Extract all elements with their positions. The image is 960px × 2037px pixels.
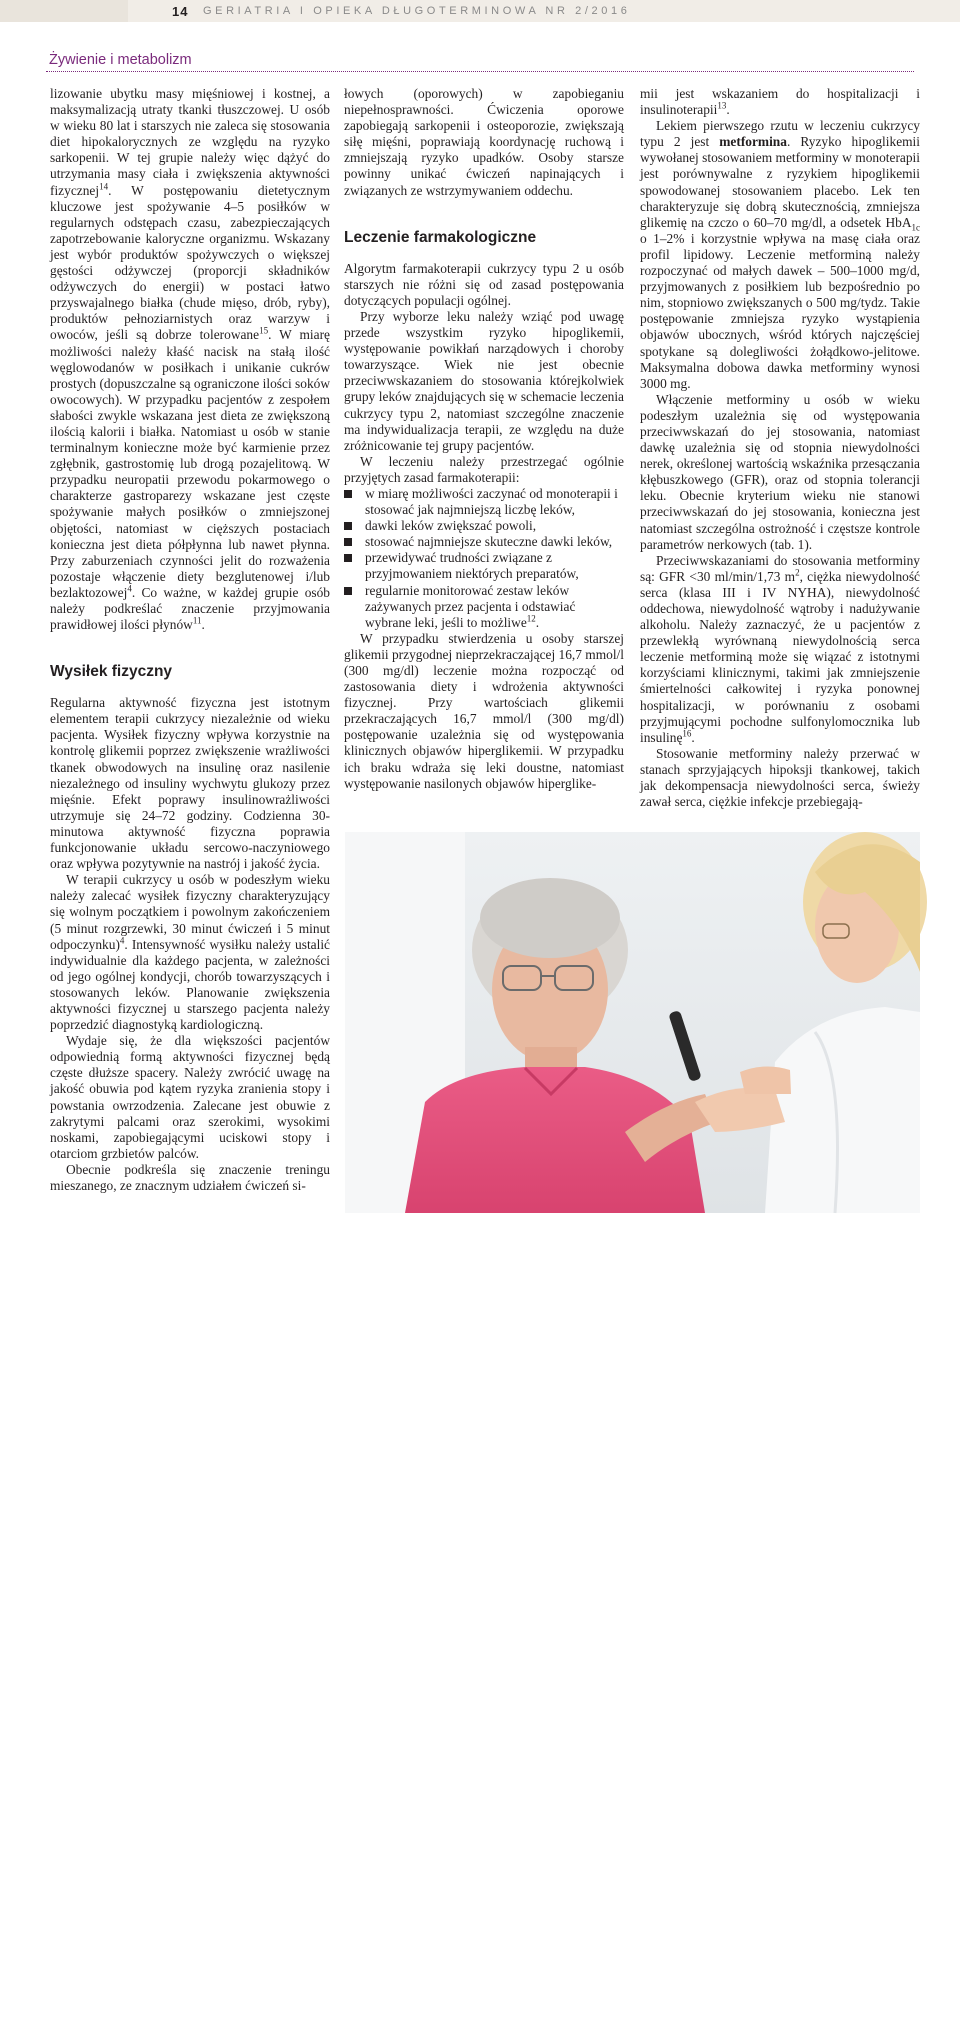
list-item: przewidywać trudności związane z przyjmowaniem niektórych preparatów,	[344, 550, 624, 582]
paragraph: W leczeniu należy przestrzegać ogólnie przyjętych zasad farmakoterapii:	[344, 453, 624, 485]
journal-title: GERIATRIA I OPIEKA DŁUGOTERMINOWA NR 2/2016	[203, 5, 631, 17]
paragraph: Wydaje się, że dla większości pacjentów odpowiednią formą aktywności fizycznej będą częste dłuższe spacery. Należy zwrócić uwagę na jakość obuwia pod kątem ryzyka zranienia stopy i powstania owrzodzenia. Zalecane jest obuwie z zakrytymi palcami oraz szerokimi, wysokimi noskami, zapobiegającymi uciskowi stopy i otarciom grzbietów palców.	[50, 1033, 330, 1161]
page-number: 14	[172, 4, 189, 19]
list-item: dawki leków zwiększać powoli,	[344, 518, 624, 534]
section-divider	[46, 71, 914, 72]
paragraph: W przypadku stwierdzenia u osoby starszej glikemii przygodnej nieprzekraczającej 16,7 mmol/l (300 mg/dl) leczenie można rozpocząć od zastosowania diety i wdrożenia aktywności fizycznej. Przy wartościach glikemii przekraczających 16,7 mmol/l (300 mg/dl) postępowanie uzależnia się od występowania klinicznych objawów hiperglikemii. W przypadku ich braku wdraża się leki doustne, natomiast występowanie nasilonych objawów hiperglike-	[344, 630, 624, 791]
paragraph: Regularna aktywność fizyczna jest istotnym elementem terapii cukrzycy niezależnie od wieku pacjenta. Wysiłek fizyczny wpływa korzystnie na kontrolę glikemii poprzez zwiększenie wrażliwości tkanek obwodowych na insulinę oraz nasilenie niezależnego od insuliny wychwytu glukozy przez mięśnie. Efekt poprawy insulinowrażliwości utrzymuje się 24–72 godziny. Codzienna 30-minutowa aktywność fizyczna poprawia funkcjonowanie układu sercowo-naczyniowego oraz wpływa pozytywnie na nastrój i jakość życia.	[50, 695, 330, 872]
column-2	[344, 86, 624, 792]
header-band-left	[0, 0, 128, 22]
paragraph: mii jest wskazaniem do hospitalizacji i insulinoterapii$^{13}$.	[640, 86, 920, 118]
list-item: stosować najmniejsze skuteczne dawki leków,	[344, 534, 624, 550]
section-title: Żywienie i metabolizm	[49, 52, 192, 68]
paragraph: Przeciwwskazaniami do stosowania metforminy są: GFR <30 ml/min/1,73 $m^2$, ciężka niewydolność serca (klasa III i IV NYHA), niewydolność oddechowa, niewydolność wątroby i nadużywanie alkoholu. Należy zaznaczyć, że u pacjentów z przewlekłą wyrównaną niewydolnością serca leczenie metforminą może się wiązać z istotnymi korzyściami klinicznymi, takimi jak zmniejszenie śmiertelności całkowitej i ryzyka ponownej hospitalizacji, w porównaniu z osobami przyjmującymi pochodne sulfonylomocznika lub insulinę$^{16}$.	[640, 552, 920, 745]
bullet-list	[344, 486, 624, 631]
paragraph: Włączenie metforminy u osób w wieku podeszłym uzależnia się od występowania przeciwwskazań do jej stosowania, natomiast dawkę uzależnia się od stopnia niewydolności nerek, określonej wartością wskaźnika przesączania kłębuszkowego (GFR), oraz od stopnia tolerancji leku. Obecnie kryterium wieku nie stanowi przeciwwskazań do jej stosowania, konieczna jest natomiast szczególna ostrożność i częstsze kontrole parametrów nerkowych (tab. 1).	[640, 391, 920, 552]
paragraph: Obecnie podkreśla się znaczenie treningu mieszanego, ze znacznym udziałem ćwiczeń si-	[50, 1161, 330, 1193]
list-item: w miarę możliwości zaczynać od monoterapii i stosować jak najmniejszą liczbę leków,	[344, 486, 624, 518]
paragraph: Stosowanie metforminy należy przerwać w stanach sprzyjających hipoksji tkankowej, takich jak dekompensacja niewydolności serca, świeży zawał serca, ciężkie infekcje przebiegają-	[640, 745, 920, 810]
paragraph: Lekiem pierwszego rzutu w leczeniu cukrzycy typu 2 jest metformina. Ryzyko hipoglikemii wywołanej stosowaniem metforminy w monoterapii jest porównywalne z ryzykiem hipoglikemii spowodowanej stosowaniem placebo. Lek ten charakteryzuje się dobrą skutecznością, zmniejsza glikemię na czczo o 60–70 mg/dl, a odsetek HbA$_{1c}$ o 1–2% i korzystnie wpływa na masę ciała oraz profil lipidowy. Leczenie metforminą należy rozpoczynać od małych dawek – 500–1000 mg/d, przyjmowanych z posiłkiem lub bezpośrednio po nim, stopniowo zwiększanych o 500 mg/tydz. Takie postępowanie zmniejsza ryzyko wystąpienia objawów ubocznych, wśród których najczęściej spotykane są dolegliwości żołądkowo-jelitowe. Maksymalna dobowa dawka metforminy wynosi 3000 mg.	[640, 118, 920, 391]
heading-pharmacological-treatment: Leczenie farmakologiczne	[344, 228, 537, 246]
column-3	[640, 86, 920, 810]
running-header	[0, 0, 960, 24]
photo-credit: © BakiBG, istock.com	[696, 2028, 774, 2037]
heading-physical-activity: Wysiłek fizyczny	[50, 663, 173, 681]
paragraph: Przy wyborze leku należy wziąć pod uwagę przede wszystkim ryzyko hipoglikemii, występowanie powikłań narządowych i choroby towarzyszące. Wiek nie jest obecnie przeciwwskazaniem do stosowania którejkolwiek grupy leków znajdujących się w schemacie leczenia cukrzycy typu 2, natomiast szczególne znaczenie ma indywidualizacja terapii, ze względu na duże zróżnicowanie tej grupy pacjentów.	[344, 308, 624, 453]
paragraph: Algorytm farmakoterapii cukrzycy typu 2 u osób starszych nie różni się od zasad postępowania dotyczących populacji ogólnej.	[344, 260, 624, 308]
list-item: regularnie monitorować zestaw leków zażywanych przez pacjenta i odstawiać wybrane leki, jeśli to możliwe$^{12}$.	[344, 583, 624, 631]
paragraph: lizowanie ubytku masy mięśniowej i kostnej, a maksymalizacją utraty tkanki tłuszczowej. U osób w wieku 80 lat i starszych nie zaleca się stosowania diet hipokalorycznych ze względu na ryzyko sarkopenii. W tej grupie należy więc dążyć do utrzymania masy ciała i zwiększenia aktywności fizycznej$^{14}$. W postępowaniu dietetycznym kluczowe jest spożywanie 4–5 posiłków w regularnych odstępach czasu, zabezpieczających zapotrzebowanie kaloryczne organizmu. Wskazany jest wybór produktów spożywczych o większej gęstości odżywczej (proporcji składników odżywczych do energii) w postaci łatwo przyswajalnego białka (chude mięso, drób, ryby), produktów pełnoziarnistych oraz warzyw i owoców, jeśli są dobrze tolerowane$^{15}$. W miarę możliwości należy kłaść nacisk na stałą ilość węglowodanów w posiłkach i unikanie cukrów prostych (dopuszczalne są ograniczone ilości soków owocowych). W przypadku pacjentów z zespołem słabości zwykle wskazana jest dieta ze zwiększoną ilością kalorii i białka. Natomiast u osób w stanie terminalnym konieczne może być karmienie przez zgłębnik, gastrostomię lub drogą pozajelitową. W przypadku neuropatii przewodu pokarmowego o charakterze gastroparezy wskazane jest częste spożywanie małych posiłków o zmniejszonej objętości, natomiast w cięższych postaciach konieczna jest dieta półpłynna lub nawet płynna. Przy zaburzeniach czynności jelit do rozważenia pozostaje włączenie diety bezglutenowej i/lub bezlaktozowej$^4$. Co ważne, w każdej grupie osób należy podkreślać znaczenie przyjmowania prawidłowej ilości płynów$^{11}$.	[50, 86, 331, 633]
paragraph: łowych (oporowych) w zapobieganiu niepełnosprawności. Ćwiczenia oporowe zapobiegają sarkopenii i osteoporozie, zwiększają siłę mięśni, poprawiają koordynację ruchową i zmniejszają ryzyko upadków. Osoby starsze powinny unikać ćwiczeń napinających i związanych ze wstrzymywaniem oddechu.	[344, 86, 624, 198]
photo-illustration	[345, 832, 920, 1213]
column-1	[50, 86, 330, 1194]
paragraph: W terapii cukrzycy u osób w podeszłym wieku należy zalecać wysiłek fizyczny charakteryzujący się wolnym początkiem i powolnym zakończeniem (5 minut rozgrzewki, 30 minut ćwiczeń i 5 minut odpoczynku)$^4$. Intensywność wysiłku należy ustalić indywidualnie dla każdego pacjenta, w zależności od jego ogólnej kondycji, chorób towarzyszących i stosowanych leków. Planowanie zwiększenia aktywności fizycznej u starszego pacjenta należy poprzedzić diagnostyką kardiologiczną.	[50, 872, 330, 1033]
photo-glucose-test	[345, 832, 920, 2037]
